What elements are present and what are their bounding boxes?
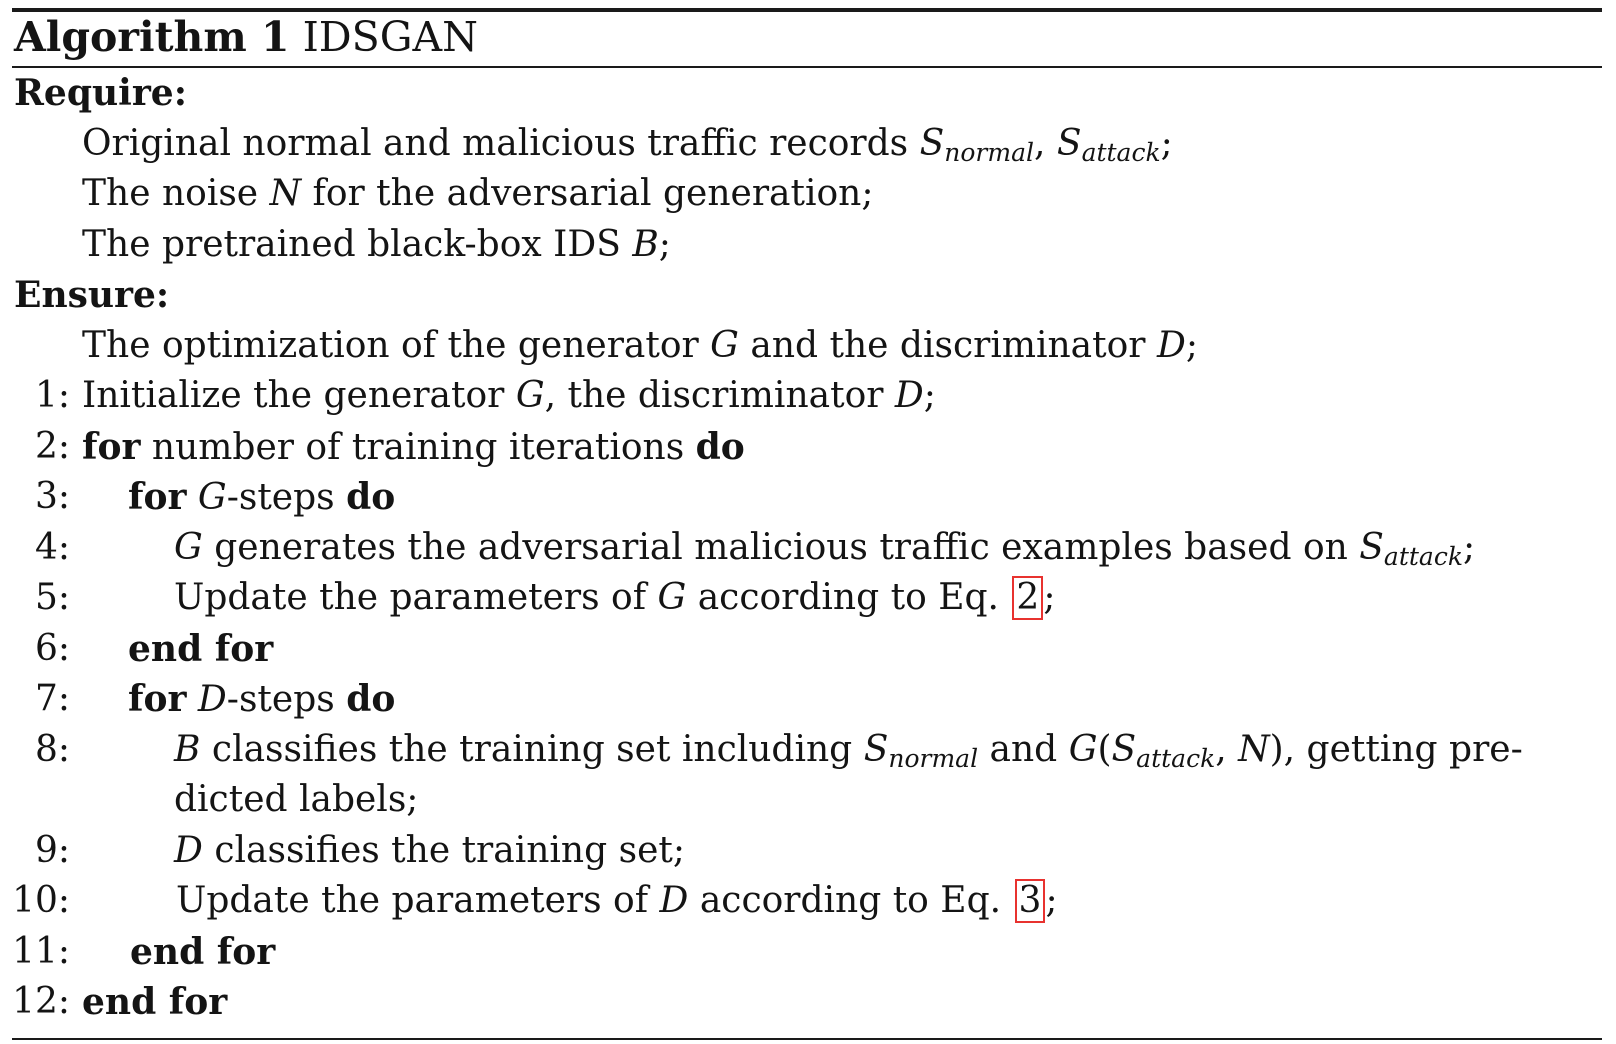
- keyword-end-for: end for: [128, 627, 274, 670]
- subscript-attack: attack: [1081, 137, 1161, 167]
- var-s: S: [1359, 526, 1384, 568]
- line-number: 3:: [34, 476, 70, 517]
- ensure-heading: Ensure:: [14, 274, 170, 316]
- bottom-rule: [12, 1038, 1602, 1040]
- subscript-normal: normal: [888, 743, 979, 773]
- require-line-3: The pretrained black-box IDS B;: [82, 223, 671, 265]
- keyword-for: for: [128, 476, 187, 518]
- step-11: [12, 927, 1602, 978]
- var-d: D: [659, 880, 689, 921]
- var-n: N: [269, 173, 302, 214]
- step-4: 4: G generates the adversarial malicious traffic examples based on $S_{attack}$;: [12, 523, 1602, 574]
- var-d: D: [174, 829, 203, 871]
- step-text: generates the adversarial malicious traffic examples based on: [214, 526, 1348, 568]
- step-text: classifies the training set including: [211, 728, 853, 770]
- step-8: 8: B classifies the training set including $S_{normal}$ and $G(S_{attack}$, N), getting pre-: [12, 725, 1602, 776]
- subscript-attack: attack: [1136, 743, 1216, 773]
- step-text: and: [989, 728, 1058, 770]
- step-9: [12, 826, 1602, 877]
- keyword-for: for: [128, 678, 187, 720]
- step-5: 5: Update the parameters of G according to Eq. 2 ;: [12, 573, 1602, 624]
- var-s: S: [919, 122, 945, 164]
- step-2: [12, 422, 1602, 473]
- var-g: G: [515, 375, 545, 416]
- line-number: 9:: [34, 829, 70, 871]
- keyword-end-for: end for: [130, 930, 276, 973]
- require-text: Original normal and malicious traffic records: [82, 122, 909, 164]
- require-text: for the adversarial generation;: [312, 173, 874, 214]
- var-g: G: [710, 324, 739, 366]
- var-s: S: [863, 728, 889, 770]
- ensure-text: The optimization of the generator: [82, 324, 699, 366]
- line-number: 11:: [12, 930, 70, 972]
- algorithm-block: [12, 8, 1602, 1040]
- require-line-2: [12, 169, 1602, 220]
- caption-label: Algorithm 1: [14, 13, 290, 61]
- keyword-end-for: end for: [82, 981, 228, 1023]
- var-n: N: [1238, 728, 1270, 770]
- step-text: -steps: [226, 477, 335, 518]
- keyword-do: do: [695, 425, 745, 468]
- keyword-do: do: [346, 476, 396, 518]
- caption-name: IDSGAN: [302, 13, 478, 61]
- step-12: [12, 977, 1602, 1028]
- var-g: G: [174, 526, 203, 568]
- step-text: -steps: [226, 679, 335, 720]
- line-number: 1:: [34, 375, 70, 416]
- var-s: S: [1056, 122, 1082, 164]
- step-6: [12, 624, 1602, 675]
- line-number: 10:: [12, 880, 70, 921]
- step-text: , the discriminator: [544, 375, 884, 416]
- keyword-do: do: [346, 678, 396, 720]
- equation-ref-link[interactable]: 2: [1012, 576, 1043, 620]
- step-text: according to Eq.: [697, 577, 999, 618]
- var-s: S: [1111, 728, 1137, 770]
- subscript-attack: attack: [1383, 541, 1463, 571]
- line-number: 8:: [34, 728, 70, 770]
- require-heading: Require:: [14, 72, 188, 114]
- line-number: 12:: [12, 981, 70, 1022]
- line-number: 5:: [34, 577, 70, 618]
- var-d: D: [197, 679, 227, 720]
- step-7: [12, 674, 1602, 725]
- step-1: 1: Initialize the generator G, the discriminator D;: [12, 371, 1602, 422]
- line-number: 7:: [34, 678, 70, 719]
- step-text: Update the parameters of: [176, 880, 649, 921]
- ensure-line: The optimization of the generator G and the discriminator D;: [82, 324, 1198, 366]
- require-text: The noise: [82, 173, 259, 214]
- var-d: D: [894, 375, 924, 416]
- step-text: Update the parameters of: [174, 577, 647, 618]
- var-b: B: [174, 728, 201, 770]
- line-number: 6:: [34, 627, 70, 669]
- step-10: 10: Update the parameters of D according to Eq. 3 ;: [12, 876, 1602, 927]
- line-number: 2:: [34, 425, 70, 467]
- var-g: G: [657, 577, 687, 618]
- subscript-normal: normal: [944, 137, 1034, 167]
- step-text: ), getting pre-: [1269, 728, 1523, 770]
- step-text: classifies the training set;: [214, 829, 685, 871]
- line-number: 4:: [34, 526, 70, 568]
- step-text: Initialize the generator: [82, 375, 505, 416]
- step-text: dicted labels;: [174, 779, 419, 820]
- step-text: number of training iterations: [151, 426, 685, 468]
- equation-ref-link[interactable]: 3: [1015, 879, 1046, 923]
- var-g: G: [1068, 728, 1098, 770]
- step-3: [12, 472, 1602, 523]
- algorithm-caption: [12, 12, 1602, 62]
- step-8-continuation: [12, 775, 1602, 826]
- keyword-for: for: [82, 425, 141, 468]
- require-line-1: Original normal and malicious traffic records $S_{normal}$, $S_{attack}$;: [82, 122, 1173, 167]
- var-d: D: [1156, 324, 1186, 366]
- require-text: The pretrained black-box IDS: [82, 223, 621, 265]
- var-g: G: [197, 477, 227, 518]
- ensure-text: and the discriminator: [750, 324, 1146, 366]
- var-b: B: [632, 223, 659, 265]
- step-text: according to Eq.: [699, 880, 1002, 921]
